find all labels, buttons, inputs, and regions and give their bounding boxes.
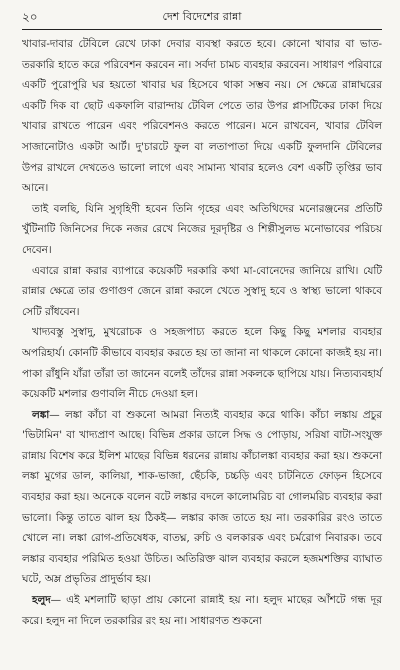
spice-term-turmeric: হলুদ	[32, 594, 51, 607]
spice-description-turmeric: — এই মশলাটি ছাড়া প্রায় কোনো রান্নাই হয় না। হলুদ মাছের আঁশটে গন্ধ দূর করে। হলুদ না দিলে তরকারির রং হয় না। সাধারণত শুকনো	[22, 594, 382, 627]
page-number: ২০	[22, 10, 38, 24]
spice-description-chili: — লঙ্কা কাঁচা বা শুকনো আমরা নিত্যই ব্যবহার করে থাকি। কাঁচা লঙ্কায় প্রচুর 'ভিটামিন' বা খাদ্যপ্রাণ আছে। বিভিন্ন প্রকার ডালে সিদ্ধ ও পোড়ায়, সরিষা বাটা-সংযুক্ত রান্নায় বিশেষ করে ইলিশ মাছের বিভিন্ন ধরনের রান্নায় কাঁচালঙ্কা ব্যবহার করা হয়। শুকনো লঙ্কা মুগের ডাল, কালিয়া, শাক-ভাজা, ছেঁচকি, চচ্চড়ি এবং চাটনিতে ফোড়ন হিসেবে ব্যবহার করা হয়। অনেকে বলেন বটে লঙ্কার বদলে কালোমরিচ বা গোলমরিচ ব্যবহার করা ভালো। কিন্তু তাতে ঝাল হয় ঠিকই— লঙ্কার কাজ তাতে হয় না। তরকারির রংও তাতে খোলে না। লঙ্কা রোগ-প্রতিষেধক, বাতঘ্ন, রুচি ও বলকারক এবং চর্মরোগ নিবারক। তবে লঙ্কার ব্যবহার পরিমিত হওয়া উচিত। অতিরিক্ত ঝাল ব্যবহার করলে হজমশক্তির ব্যাঘাত ঘটে, অম্ল প্রভৃতির প্রাদুর্ভাব হয়।	[22, 408, 382, 586]
paragraph: এবারে রান্না করার ব্যাপারে কয়েকটি দরকারি কথা মা-বোনেদের জানিয়ে রাখি। যেটি রান্নার ক্ষেত্রে তার গুণাগুণ জেনে রান্না করলে খেতে সুস্বাদু হবে ও স্বাস্থ্য ভালো থাকবে সেটি রাঁধবেন।	[22, 264, 382, 318]
spice-entry-turmeric	[22, 590, 382, 631]
paragraph: খাদ্যবস্তু সুস্বাদু, মুখরোচক ও সহজপাচ্য করতে হলে কিছু কিছু মশলার ব্যবহার অপরিহার্য। কোনটি কীভাবে ব্যবহার করতে হয় তা জানা না থাকলে কোনো কাজই হয় না। পাকা রাঁধুনি যাঁরা তাঁরা তা জানেন বলেই তাঁদের রান্না সকলকে ছাপিয়ে যায়। নিত্যব্যবহার্য কয়েকটি মশলার গুণাবলি নীচে দেওয়া হল।	[22, 326, 382, 401]
paragraph: তাই বলছি, যিনি সুগৃহিণী হবেন তিনি গৃহের এবং অতিথিদের মনোরঞ্জনের প্রতিটি খুঁটিনাটি জিনিসের দিকে নজর রেখে নিজের দূরদৃষ্টির ও শিল্পীসুলভ মনোভাবের পরিচয় দেবেন।	[22, 202, 382, 256]
paragraph: খাবার-দাবার টেবিলে রেখে ঢাকা দেবার ব্যবস্থা করতে হবে। কোনো খাবার বা ভাত-তরকারি হাতে করে পরিবেশন করবেন না। সর্বদা চামচ ব্যবহার করবেন। সাধারণ পরিবারে একটি পুরোপুরি ঘর হয়তো খাবার ঘর হিসেবে থাকা সম্ভব নয়। সে ক্ষেত্রে রান্নাঘরের একটি দিক বা ছোট একফালি বারান্দায় টেবিল পেতে তার উপর প্লাসটিকের ঢাকা দিয়ে খাবার রাখতে পারেন এবং পরিবেশনও করতে পারেন। মনে রাখবেন, খাবার টেবিল সাজানোটাও একটা আর্ট। দু'চারটে ফুল বা লতাপাতা দিয়ে একটি ফুলদানি টেবিলের উপর রাখলে দেখতেও ভালো লাগে এবং সামান্য খাবার হলেও বেশ একটি তৃপ্তির ভাব আনে।	[22, 38, 382, 195]
header-rule	[22, 29, 382, 30]
spice-entry-chili	[22, 405, 382, 590]
running-title: দেশ বিদেশের রান্না	[162, 10, 242, 23]
page-header	[22, 8, 382, 26]
spice-term-chili: লঙ্কা	[32, 408, 50, 421]
page-body	[22, 34, 382, 631]
